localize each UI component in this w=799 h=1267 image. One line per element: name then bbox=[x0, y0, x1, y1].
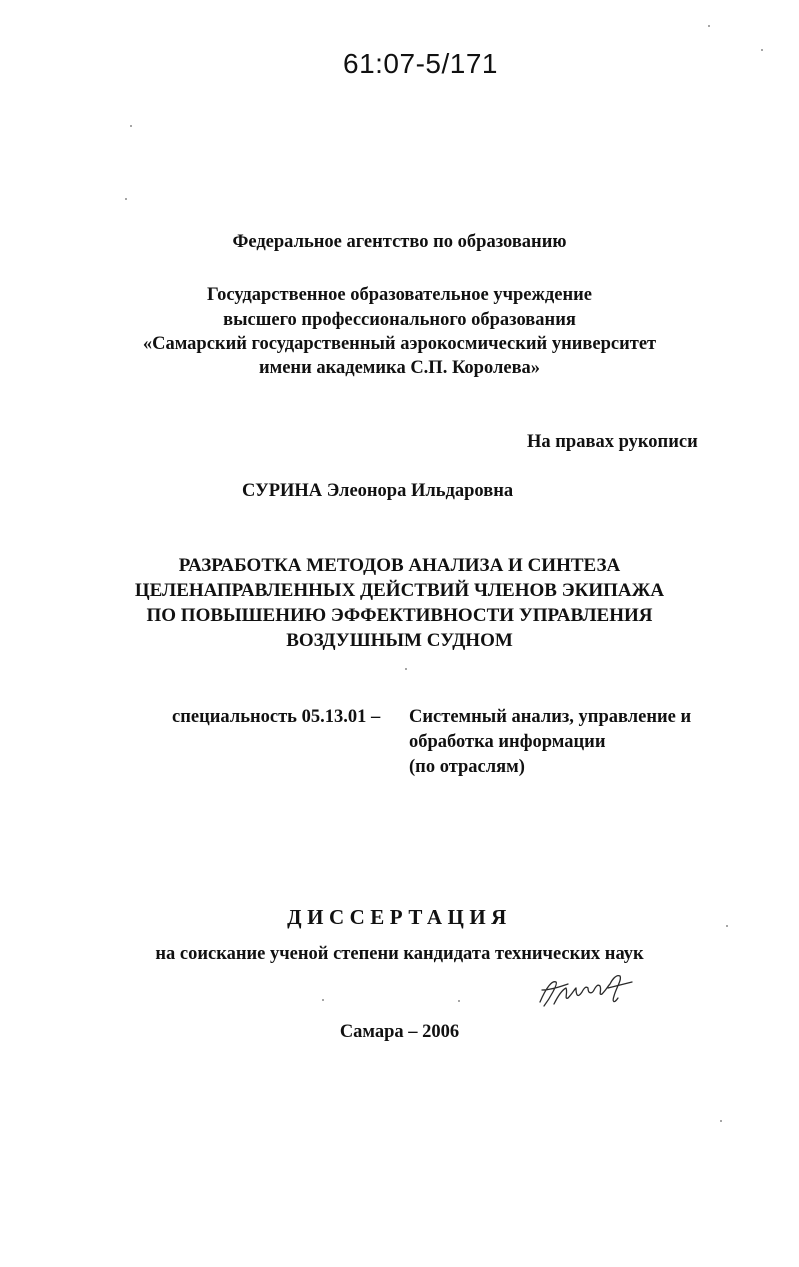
scan-speck bbox=[322, 999, 324, 1001]
institution-line-4: имени академика С.П. Королева» bbox=[258, 358, 541, 378]
catalog-number: 61:07-5/171 bbox=[343, 48, 498, 79]
place-year: Самара – 2006 bbox=[339, 1022, 460, 1042]
title-line-4: ВОЗДУШНЫМ СУДНОМ bbox=[286, 630, 513, 651]
dissertation-heading: ДИССЕРТАЦИЯ bbox=[287, 905, 512, 929]
scan-speck bbox=[405, 668, 407, 670]
specialty-line-3: (по отраслям) bbox=[409, 757, 525, 777]
institution-line-2: высшего профессионального образования bbox=[223, 310, 576, 330]
scan-speck bbox=[130, 125, 132, 127]
specialty-line-1: Системный анализ, управление и bbox=[409, 707, 692, 727]
agency-name: Федеральное агентство по образованию bbox=[232, 232, 567, 252]
dissertation-subtitle: на соискание ученой степени кандидата технических наук bbox=[155, 944, 644, 964]
title-line-2: ЦЕЛЕНАПРАВЛЕННЫХ ДЕЙСТВИЙ ЧЛЕНОВ ЭКИПАЖА bbox=[134, 580, 665, 601]
manuscript-note: На правах рукописи bbox=[527, 432, 698, 452]
scan-speck bbox=[761, 49, 763, 51]
institution-line-1: Государственное образовательное учреждение bbox=[206, 285, 593, 305]
title-line-3: ПО ПОВЫШЕНИЮ ЭФФЕКТИВНОСТИ УПРАВЛЕНИЯ bbox=[146, 605, 653, 626]
specialty-line-2: обработка информации bbox=[409, 732, 606, 752]
scan-speck bbox=[125, 198, 127, 200]
author-name: СУРИНА Элеонора Ильдаровна bbox=[242, 481, 514, 501]
title-line-1: РАЗРАБОТКА МЕТОДОВ АНАЛИЗА И СИНТЕЗА bbox=[178, 555, 621, 576]
scan-speck bbox=[458, 1000, 460, 1002]
institution-line-3: «Самарский государственный аэрокосмический университет bbox=[142, 334, 657, 354]
scan-speck bbox=[708, 25, 710, 27]
specialty-prefix: специальность 05.13.01 – bbox=[172, 707, 381, 727]
handwritten-signature bbox=[532, 968, 642, 1018]
scan-speck bbox=[726, 925, 728, 927]
scan-speck bbox=[720, 1120, 722, 1122]
